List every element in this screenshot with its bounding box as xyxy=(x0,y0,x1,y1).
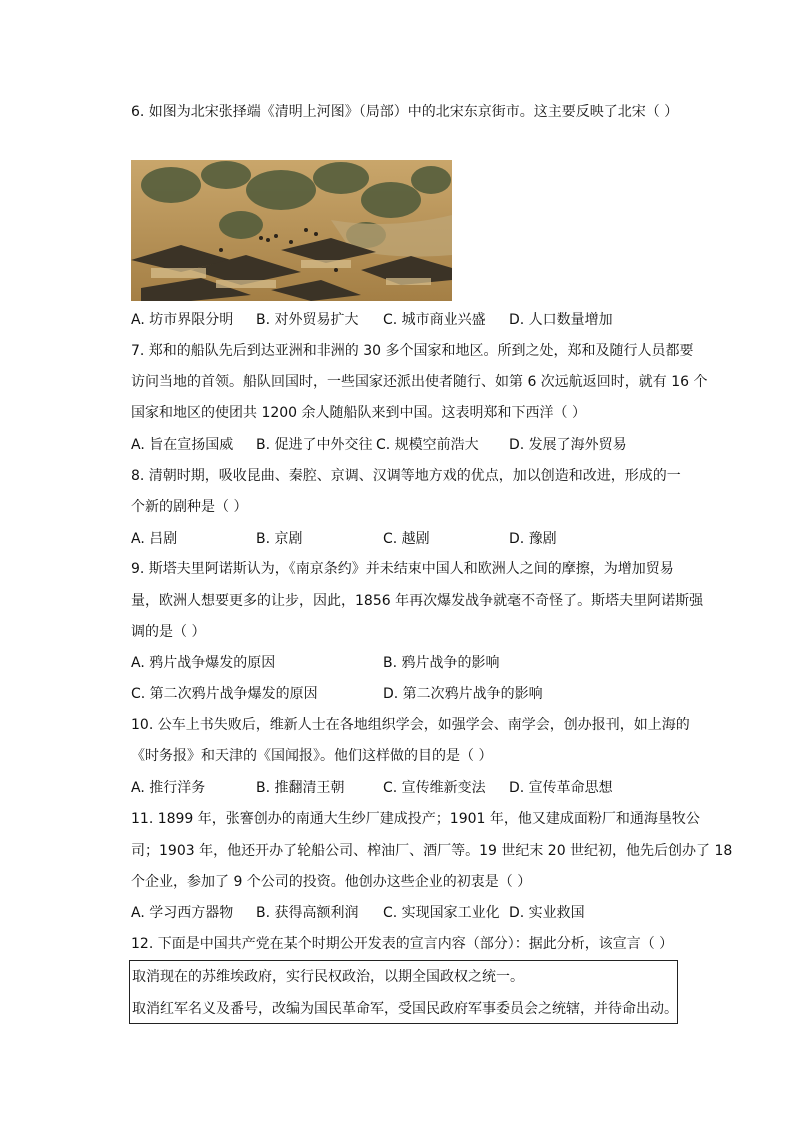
q6-option-d[interactable]: D. 人口数量增加 xyxy=(509,312,613,328)
q11-option-d[interactable]: D. 实业救国 xyxy=(509,905,585,921)
q9-option-d[interactable]: D. 第二次鸦片战争的影响 xyxy=(383,686,543,702)
q7-option-b[interactable]: B. 促进了中外交往 xyxy=(256,437,373,453)
q12-quote-line: 取消现在的苏维埃政府，实行民权政治，以期全国政权之统一。 xyxy=(132,969,524,985)
q9-stem-line: 调的是（ ） xyxy=(131,624,206,640)
q8-option-c[interactable]: C. 越剧 xyxy=(383,531,430,547)
q7-option-c[interactable]: C. 规模空前浩大 xyxy=(376,437,479,453)
q12-stem: 12. 下面是中国共产党在某个时期公开发表的宣言内容（部分）：据此分析，该宣言（ ） xyxy=(131,936,674,952)
q9-option-c[interactable]: C. 第二次鸦片战争爆发的原因 xyxy=(131,686,318,702)
q11-option-c[interactable]: C. 实现国家工业化 xyxy=(383,905,500,921)
q7-stem-line: 国家和地区的使团共 1200 余人随船队来到中国。这表明郑和下西洋（ ） xyxy=(131,405,586,421)
q8-stem-line: 个新的剧种是（ ） xyxy=(131,499,248,515)
q8-option-b[interactable]: B. 京剧 xyxy=(256,531,303,547)
q7-option-d[interactable]: D. 发展了海外贸易 xyxy=(509,437,627,453)
q11-stem-line: 司；1903 年，他还开办了轮船公司、榨油厂、酒厂等。19 世纪末 20 世纪初，他先后创办了 18 xyxy=(131,843,733,859)
q9-stem-line: 9. 斯塔夫里阿诺斯认为，《南京条约》并未结束中国人和欧洲人之间的摩擦，为增加贸易 xyxy=(131,561,674,577)
q8-stem-line: 8. 清朝时期，吸收昆曲、秦腔、京调、汉调等地方戏的优点，加以创造和改进，形成的一 xyxy=(131,468,681,484)
q9-option-a[interactable]: A. 鸦片战争爆发的原因 xyxy=(131,655,276,671)
q12-quote-box xyxy=(129,960,678,1024)
q6-option-b[interactable]: B. 对外贸易扩大 xyxy=(256,312,359,328)
q7-stem-line: 访问当地的首领。船队回国时，一些国家还派出使者随行、如第 6 次远航返回时，就有 16 个 xyxy=(131,374,708,390)
qingming-painting-image xyxy=(131,160,452,301)
q10-stem-line: 《时务报》和天津的《国闻报》。他们这样做的目的是（ ） xyxy=(131,748,493,764)
q8-option-d[interactable]: D. 豫剧 xyxy=(509,531,557,547)
q10-stem-line: 10. 公车上书失败后，维新人士在各地组织学会，如强学会、南学会，创办报刊，如上海的 xyxy=(131,717,690,733)
q12-quote-line: 取消红军名义及番号，改编为国民革命军，受国民政府军事委员会之统辖，并待命出动。 xyxy=(132,1001,678,1017)
q11-stem-line: 个企业，参加了 9 个公司的投资。他创办这些企业的初衷是（ ） xyxy=(131,874,532,890)
q7-stem-line: 7. 郑和的船队先后到达亚洲和非洲的 30 多个国家和地区。所到之处，郑和及随行人员都要 xyxy=(131,343,694,359)
q11-option-b[interactable]: B. 获得高额利润 xyxy=(256,905,359,921)
q6-option-a[interactable]: A. 坊市界限分明 xyxy=(131,312,234,328)
q11-option-a[interactable]: A. 学习西方器物 xyxy=(131,905,234,921)
q10-option-d[interactable]: D. 宣传革命思想 xyxy=(509,780,613,796)
q7-option-a[interactable]: A. 旨在宣扬国威 xyxy=(131,437,234,453)
q10-option-b[interactable]: B. 推翻清王朝 xyxy=(256,780,345,796)
q6-option-c[interactable]: C. 城市商业兴盛 xyxy=(383,312,486,328)
q10-option-a[interactable]: A. 推行洋务 xyxy=(131,780,206,796)
q11-stem-line: 11. 1899 年，张謇创办的南通大生纱厂建成投产；1901 年，他又建成面粉厂和通海垦牧公 xyxy=(131,811,700,827)
q10-option-c[interactable]: C. 宣传维新变法 xyxy=(383,780,486,796)
q8-option-a[interactable]: A. 吕剧 xyxy=(131,531,178,547)
q9-stem-line: 量，欧洲人想要更多的让步，因此，1856 年再次爆发战争就毫不奇怪了。斯塔夫里阿诺斯强 xyxy=(131,593,704,609)
q6-stem: 6. 如图为北宋张择端《清明上河图》（局部）中的北宋东京街市。这主要反映了北宋（ ） xyxy=(131,104,679,120)
qingming-painting-illustration xyxy=(131,160,452,301)
q9-option-b[interactable]: B. 鸦片战争的影响 xyxy=(383,655,500,671)
